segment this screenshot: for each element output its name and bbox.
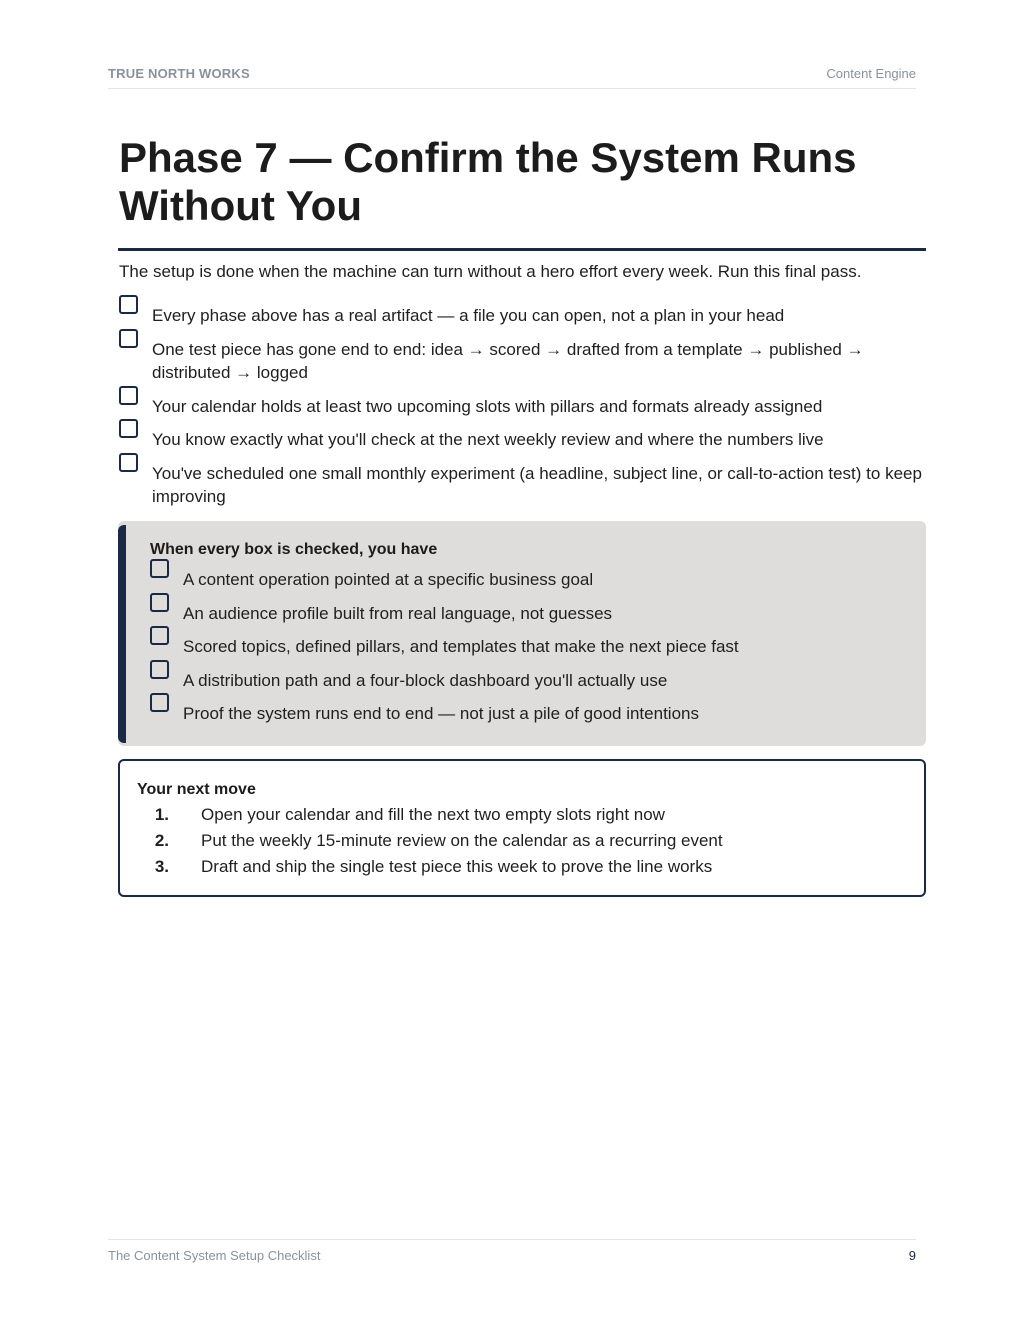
checklist-item[interactable] — [119, 338, 925, 385]
checkbox-icon[interactable] — [150, 693, 169, 712]
outcome-item[interactable] — [150, 635, 910, 659]
title-divider — [118, 248, 926, 251]
step-number: 3. — [154, 857, 169, 876]
outcome-item-text: Proof the system runs end to end — not just a pile of good intentions — [183, 704, 699, 723]
outcome-item-text: A distribution path and a four-block dashboard you'll actually use — [183, 670, 668, 690]
outcome-item[interactable] — [150, 669, 910, 693]
checklist-item[interactable] — [119, 395, 925, 419]
checkbox-icon[interactable] — [150, 660, 169, 679]
checkbox-icon[interactable] — [119, 453, 138, 472]
next-step — [137, 802, 897, 828]
page-header — [108, 66, 916, 89]
checklist-item[interactable] — [119, 304, 925, 328]
checklist-item-text: Every phase above has a real artifact — a file you can open, not a plan in your head — [152, 306, 785, 325]
step-text: Put the weekly 15-minute review on the calendar as a recurring event — [201, 831, 723, 850]
outcome-item-text: A content operation pointed at a specific business goal — [183, 570, 594, 589]
outcome-item-text: Scored topics, defined pillars, and templates that make the next piece fast — [183, 637, 739, 656]
checklist-item[interactable] — [119, 428, 925, 452]
next-move-box — [118, 759, 926, 897]
checkbox-icon[interactable] — [119, 295, 138, 314]
outcome-item[interactable] — [150, 702, 910, 726]
outcome-checklist — [150, 568, 910, 736]
callout-accent-bar — [118, 525, 126, 743]
step-number: 1. — [154, 805, 169, 824]
step-number: 2. — [154, 831, 169, 850]
next-move-title: Your next move — [137, 781, 256, 798]
page-footer — [108, 1239, 916, 1263]
checkbox-icon[interactable] — [119, 386, 138, 405]
next-step — [137, 828, 897, 854]
checkbox-icon[interactable] — [150, 593, 169, 612]
next-move-steps — [137, 802, 897, 880]
checkbox-icon[interactable] — [150, 559, 169, 578]
brand-name: TRUE NORTH WORKS — [108, 66, 250, 81]
checklist-item-text: You know exactly what you'll check at the next weekly review and where the numbers live — [152, 430, 824, 449]
page-title: Phase 7 — Confirm the System Runs Without You — [119, 134, 857, 229]
section-name: Content Engine — [826, 66, 916, 81]
step-text: Draft and ship the single test piece this week to prove the line works — [201, 857, 713, 876]
footer-doc-title: The Content System Setup Checklist — [108, 1248, 321, 1263]
outcome-callout — [118, 521, 926, 746]
step-text: Open your calendar and fill the next two empty slots right now — [201, 805, 665, 824]
checklist-item-text: You've scheduled one small monthly experiment (a headline, subject line, or call-to-action test) to keep improving — [152, 463, 922, 506]
phase-checklist — [119, 304, 925, 519]
checklist-item[interactable] — [119, 462, 925, 509]
checkbox-icon[interactable] — [150, 626, 169, 645]
intro-paragraph: The setup is done when the machine can turn without a hero effort every week. Run this final pass. — [119, 262, 862, 281]
callout-title: When every box is checked, you have — [150, 541, 438, 558]
outcome-item[interactable] — [150, 568, 910, 592]
checklist-item-text: One test piece has gone end to end: idea → scored → drafted from a template → published → distributed → logged — [152, 339, 864, 382]
outcome-item[interactable] — [150, 602, 910, 626]
checklist-item-text: Your calendar holds at least two upcoming slots with pillars and formats already assigned — [152, 396, 823, 416]
next-step — [137, 854, 897, 880]
checkbox-icon[interactable] — [119, 419, 138, 438]
checkbox-icon[interactable] — [119, 329, 138, 348]
outcome-item-text: An audience profile built from real language, not guesses — [183, 603, 613, 623]
page-number: 9 — [908, 1248, 916, 1263]
